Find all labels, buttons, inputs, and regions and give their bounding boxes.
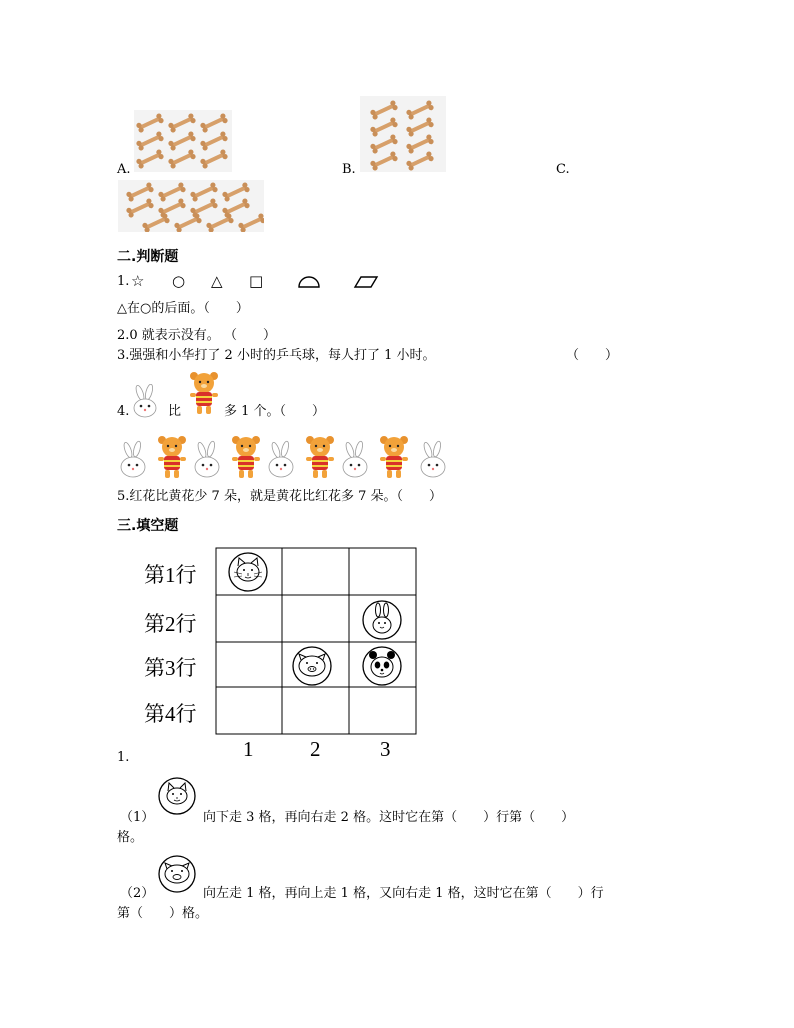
q2-text: 2.0 就表示没有。 （ ） [117, 328, 276, 343]
star-icon: ☆ [131, 272, 145, 290]
col-label-3: 3 [380, 737, 391, 761]
cat-small-icon [157, 776, 197, 816]
animals-row [116, 432, 456, 482]
row-label-2: 第2行 [144, 612, 197, 636]
row-label-1: 第1行 [144, 563, 197, 587]
q5-text: 5.红花比黄花少 7 朵，就是黄花比红花多 7 朵。（ ） [117, 489, 442, 504]
sub2-text: 向左走 1 格，再向上走 1 格，又向右走 1 格，这时它在第（ ）行 [203, 886, 604, 901]
option-a-label[interactable]: A. [117, 162, 131, 177]
square-icon: □ [249, 272, 264, 290]
q3-answer-blank[interactable]: （ ） [566, 348, 619, 363]
sub1-text-cont: 格。 [117, 830, 144, 845]
option-b-image [360, 96, 446, 172]
circle-icon: ○ [172, 272, 186, 290]
row-label-3: 第3行 [144, 656, 197, 680]
row-label-4: 第4行 [144, 702, 197, 726]
sub2-number: （2） [120, 886, 155, 901]
option-a-image [134, 110, 232, 172]
option-c-image [118, 180, 264, 232]
semicircle-icon [297, 275, 321, 289]
option-b-label[interactable]: B. [342, 162, 356, 177]
cat-icon [229, 553, 267, 591]
triangle-icon: △ [211, 272, 223, 290]
q1-statement: △在○的后面。（ ） [117, 301, 249, 316]
col-label-1: 1 [243, 737, 254, 761]
col-label-2: 2 [310, 737, 321, 761]
section2-heading: 二.判断题 [117, 249, 179, 265]
q4-more-text: 多 1 个。（ ） [224, 404, 326, 419]
rabbit-grid-icon [363, 601, 401, 639]
sub2-text-cont: 第（ ）格。 [117, 906, 209, 921]
q3-text: 3.强强和小华打了 2 小时的乒乓球，每人打了 1 小时。 [117, 348, 436, 363]
fill-q1-number: 1. [117, 750, 130, 765]
q4-number: 4. [117, 404, 130, 419]
sub1-number: （1） [120, 810, 155, 825]
position-grid [130, 542, 430, 764]
section3-heading: 三.填空题 [117, 518, 179, 534]
panda-icon [363, 647, 401, 685]
pig-icon [293, 647, 331, 685]
pig-small-icon [157, 854, 197, 894]
q1-number: 1. [117, 274, 130, 289]
bear-icon [186, 370, 222, 416]
sub1-text: 向下走 3 格，再向右走 2 格。这时它在第（ ）行第（ ） [203, 810, 575, 825]
parallelogram-icon [353, 275, 379, 289]
rabbit-icon [128, 384, 164, 420]
q4-bi: 比 [168, 404, 182, 419]
option-c-label[interactable]: C. [556, 162, 570, 177]
